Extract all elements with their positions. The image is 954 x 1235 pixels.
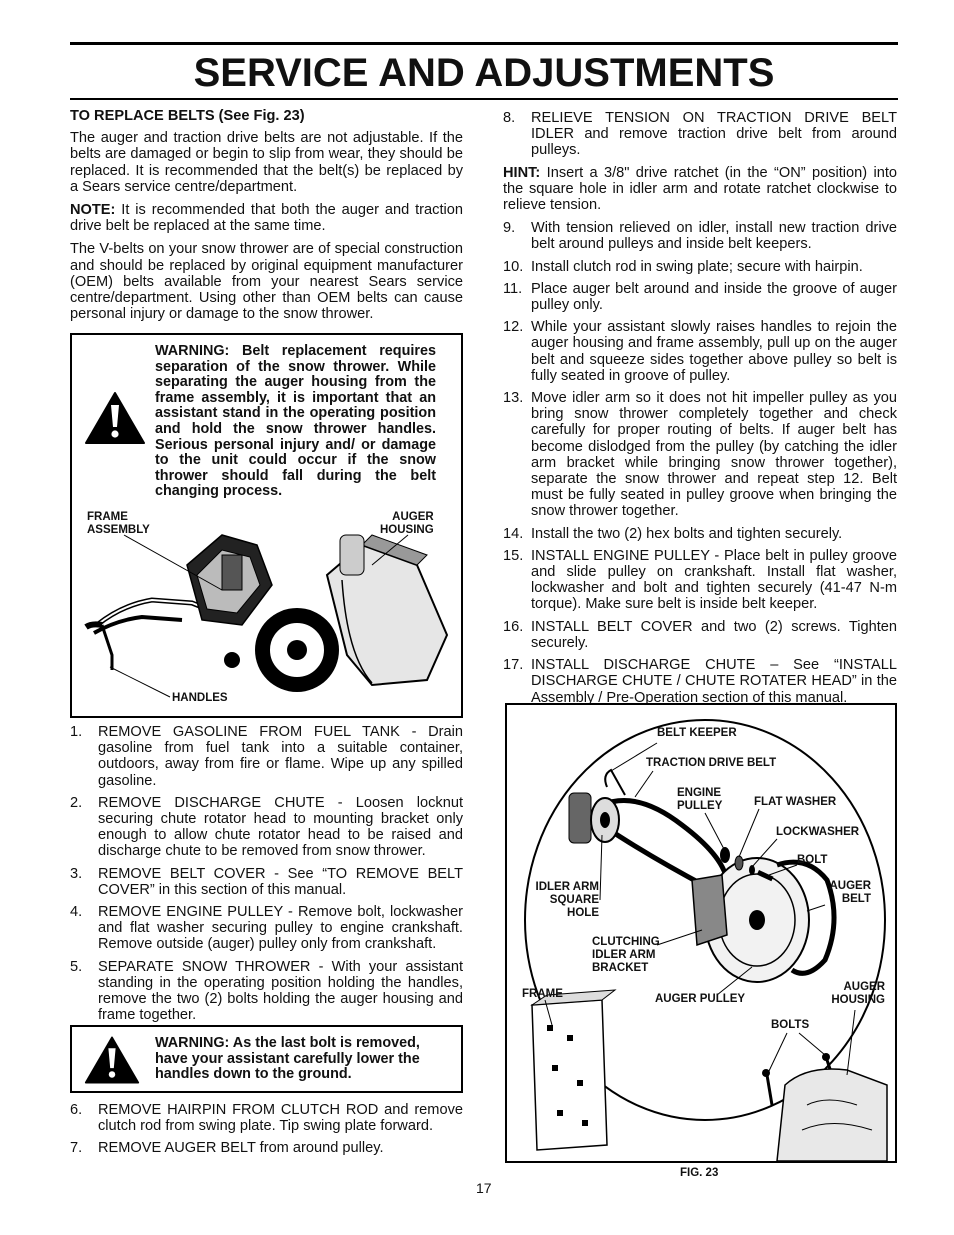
label-lockwasher: LOCKWASHER	[776, 826, 860, 838]
label-engine-pulley: ENGINE PULLEY	[677, 787, 723, 812]
page-number: 17	[476, 1180, 492, 1196]
warning-box-belt-replacement	[70, 333, 463, 718]
step-8-list	[503, 110, 897, 159]
step-number: 6.	[70, 1102, 83, 1118]
figure-caption: FIG. 23	[680, 1167, 719, 1179]
step-item	[70, 866, 463, 898]
step-number: 7.	[70, 1140, 83, 1157]
hint-label: HINT:	[503, 164, 541, 181]
step-item	[503, 390, 897, 520]
steps-list-b	[70, 1102, 463, 1157]
label-handles: HANDLES	[172, 692, 228, 704]
steps-1-5	[70, 724, 463, 1029]
label-bolt: BOLT	[797, 854, 828, 866]
step-text: REMOVE DISCHARGE CHUTE - Loosen locknut securing chute rotator head to mounting bracket only enough to allow chute rotator head to be raised and discharge chute to be removed from snow thrower.	[98, 794, 463, 860]
step-number: 3.	[70, 865, 83, 882]
figure-23	[505, 703, 897, 1163]
label-frame: FRAME	[522, 988, 563, 1000]
label-idler-arm-square-hole: IDLER ARM SQUARE HOLE	[535, 881, 599, 919]
step-text: Move idler arm so it does not hit impeller pulley as you bring snow thrower completely together and check carefully for proper routing of belts. If auger belt has become dislodged from the pulley (by catching the idler arm bracket while bringing snow thrower together), separate the snow thrower and repeat step 12. Belt must be fully seated in pulley groove when bringing the snow thrower together.	[531, 390, 897, 520]
step-text: INSTALL ENGINE PULLEY - Place belt in pulley groove and slide pulley on crankshaft. Install flat washer, lockwasher and bolt and tighten securely (41-47 N-m torque). Make sure belt is inside belt keeper.	[531, 547, 897, 613]
step-text: INSTALL DISCHARGE CHUTE – See “INSTALL DISCHARGE CHUTE / CHUTE ROTATER HEAD” in the Assembly / Pre-Operation section of this manual.	[531, 657, 897, 706]
step-number: 12.	[503, 319, 524, 336]
label-traction-drive-belt: TRACTION DRIVE BELT	[646, 757, 777, 769]
label-auger-housing: AUGER HOUSING	[380, 511, 434, 536]
note-label: NOTE:	[70, 202, 116, 219]
vbelt-paragraph: The V-belts on your snow thrower are of special construction and should be replaced by original equipment manufacturer (OEM) belts available from your nearest Sears service centre/department. Using other than OEM belts can cause personal injury or damage to the snow thrower.	[70, 241, 463, 323]
note-paragraph	[70, 202, 463, 234]
label-frame-assembly: FRAME ASSEMBLY	[87, 511, 150, 536]
step-item	[503, 319, 897, 384]
label-bolts: BOLTS	[771, 1019, 810, 1031]
step-item	[503, 548, 897, 613]
label-auger-housing-fig23: AUGER HOUSING	[831, 981, 885, 1006]
step-item	[503, 259, 897, 275]
intro-paragraph: The auger and traction drive belts are not adjustable. If the belts are damaged or begin to slip from wear, they should be replaced. It is recommended that the belt(s) be replaced by a Sears service centre/department.	[70, 130, 463, 195]
step-number: 16.	[503, 618, 524, 635]
step-text: REMOVE ENGINE PULLEY - Remove bolt, lockwasher and flat washer securing pulley to engine crankshaft. Remove outside (auger) pulley only from crankshaft.	[98, 904, 463, 953]
label-auger-pulley: AUGER PULLEY	[655, 993, 746, 1005]
title-underline	[70, 98, 898, 100]
hint-paragraph	[503, 165, 897, 214]
step-text: REMOVE GASOLINE FROM FUEL TANK - Drain gasoline from fuel tank into a suitable container, outdoors, away from fire or flame. Wipe up any spilled gasoline.	[98, 724, 463, 789]
warning-text-belt-replacement: WARNING: Belt replacement requires separation of the snow thrower. While separating the auger housing from the frame assembly, it is important that an assistant stand in the operating position and hold the snow thrower handles. Serious personal injury and/ or damage to the unit could occur if the snow thrower should fall during the belt changing process.	[155, 343, 436, 500]
label-clutching-idler-arm-bracket: CLUTCHING IDLER ARM BRACKET	[592, 936, 660, 974]
page-title: SERVICE AND ADJUSTMENTS	[193, 51, 775, 95]
step-item	[70, 1102, 463, 1134]
step-number: 5.	[70, 958, 83, 975]
label-belt-keeper: BELT KEEPER	[657, 727, 737, 739]
step-text: Place auger belt around and inside the groove of auger pulley only.	[531, 280, 897, 314]
label-auger-belt: AUGER BELT	[829, 880, 871, 905]
step-item	[70, 959, 463, 1024]
step-text: Install clutch rod in swing plate; secure with hairpin.	[531, 258, 863, 275]
steps-6-7	[70, 1102, 463, 1163]
step-text: REMOVE HAIRPIN FROM CLUTCH ROD and remove clutch rod from swing plate. Tip swing plate forward.	[98, 1102, 463, 1135]
step-item	[503, 281, 897, 313]
step-number: 1.	[70, 724, 83, 740]
right-column	[503, 110, 897, 712]
step-item: 8. RELIEVE TENSION ON TRACTION DRIVE BELT IDLER and remove traction drive belt from around pulleys.	[503, 110, 897, 159]
left-column	[70, 108, 463, 329]
steps-list-a	[70, 724, 463, 1023]
step-item	[503, 657, 897, 706]
step-text: REMOVE AUGER BELT from around pulley.	[98, 1140, 384, 1157]
step-text: REMOVE BELT COVER - See “TO REMOVE BELT COVER” in this section of this manual.	[98, 865, 463, 898]
step-number: 2.	[70, 794, 83, 811]
step-item	[70, 795, 463, 860]
step-text: While your assistant slowly raises handles to rejoin the auger housing and frame assembly, pull up on the auger belt and squeeze sides together above pulley so belt is fully seated in groove of pulley.	[531, 319, 897, 384]
step-text: SEPARATE SNOW THROWER - With your assistant standing in the operating position holding the handles, remove the two (2) bolts holding the auger housing and frame together.	[98, 958, 463, 1024]
step-item	[70, 1140, 463, 1156]
warning-text-last-bolt: WARNING: As the last bolt is removed, have your assistant carefully lower the handles down to the ground.	[155, 1035, 420, 1083]
step-text: Install the two (2) hex bolts and tighten securely.	[531, 525, 843, 542]
step-text: With tension relieved on idler, install new traction drive belt around pulleys and inside belt keepers.	[531, 220, 897, 253]
label-flat-washer: FLAT WASHER	[754, 796, 837, 808]
belt-diagram-illustration	[507, 705, 895, 1161]
warning-triangle-icon	[84, 391, 146, 445]
step-number: 9.	[503, 220, 516, 237]
hint-text: Insert a 3/8" drive ratchet (in the “ON” position) into the square hole in idler arm and rotate ratchet clockwise to relieve tension.	[503, 164, 897, 214]
step-number: 14.	[503, 525, 524, 542]
step-item	[503, 526, 897, 542]
warning-box-last-bolt	[70, 1025, 463, 1093]
section-heading: TO REPLACE BELTS (See Fig. 23)	[70, 108, 305, 124]
step-number: 4.	[70, 904, 83, 921]
step-number: 15.	[503, 547, 524, 564]
step-item	[503, 220, 897, 252]
step-number: 17.	[503, 657, 524, 674]
step-number: 11.	[503, 280, 523, 297]
steps-list-right	[503, 220, 897, 705]
top-rule	[70, 42, 898, 45]
step-text: INSTALL BELT COVER and two (2) screws. Tighten securely.	[531, 618, 897, 651]
step-number: 13.	[503, 390, 524, 407]
step-item	[70, 724, 463, 789]
warning-triangle-icon	[84, 1035, 140, 1085]
step-item	[503, 619, 897, 651]
step-item	[70, 904, 463, 953]
note-text: It is recommended that both the auger and traction drive belt be replaced at the same time.	[70, 202, 463, 235]
step-number: 10.	[503, 258, 524, 275]
